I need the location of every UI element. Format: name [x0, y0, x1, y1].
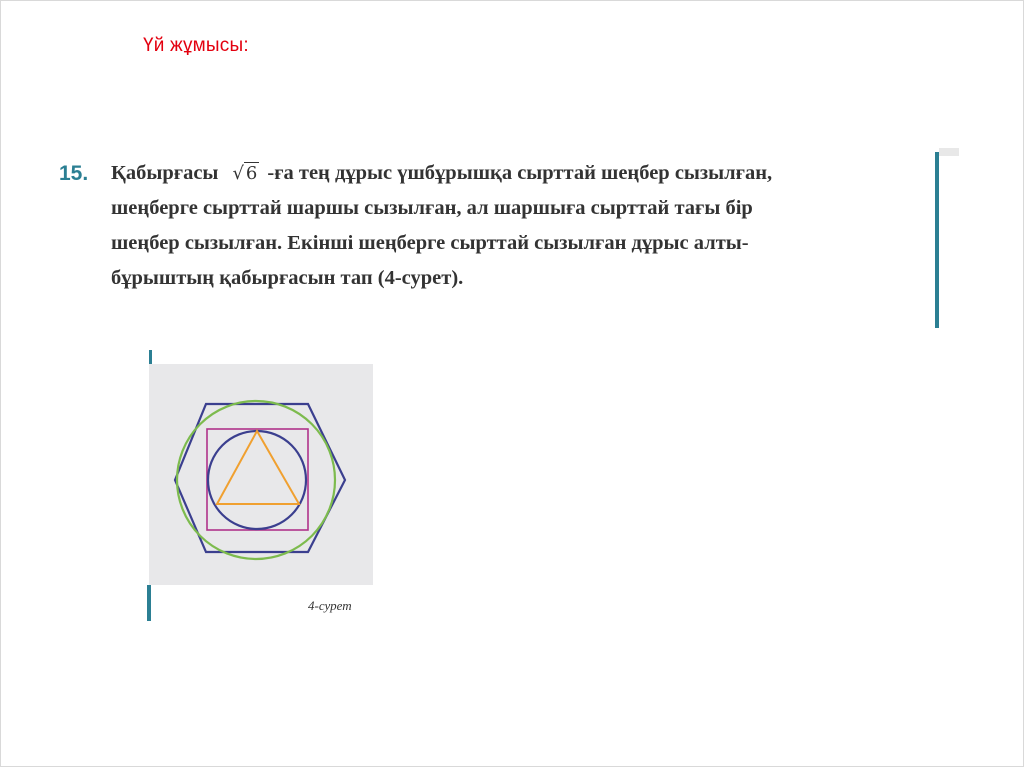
radicand: 6: [245, 163, 258, 184]
square-root-expression: √ 6: [232, 163, 258, 184]
problem-line-3: шеңбер сызылған. Екінші шеңберге сырттай сызылған дұрыс алты-: [111, 232, 749, 254]
decorative-bar-light: [939, 148, 959, 156]
figure-caption: 4-сурет: [308, 598, 352, 613]
decorative-bar-left: [147, 585, 151, 621]
decorative-bar-right: [935, 152, 939, 328]
problem-line-2: шеңберге сырттай шаршы сызылған, ал шаршыға сырттай тағы бір: [111, 197, 753, 219]
geometry-figure: [149, 364, 373, 585]
problem-text-after-root: -ға тең дұрыс үшбұрышқа сырттай шеңбер сызылған,: [267, 162, 773, 184]
problem-line-1: [111, 156, 772, 191]
inner-circle-shape: [208, 431, 306, 529]
slide-title: Үй жұмысы:: [143, 35, 249, 56]
problem-text-before-root: Қабырғасы: [111, 162, 219, 184]
decorative-tick-left: [149, 350, 152, 364]
outer-circle-shape: [177, 401, 335, 559]
problem-number: 15.: [59, 162, 89, 185]
figure: [149, 364, 373, 585]
problem-line-4: бұрыштың қабырғасын тап (4-сурет).: [111, 267, 464, 289]
